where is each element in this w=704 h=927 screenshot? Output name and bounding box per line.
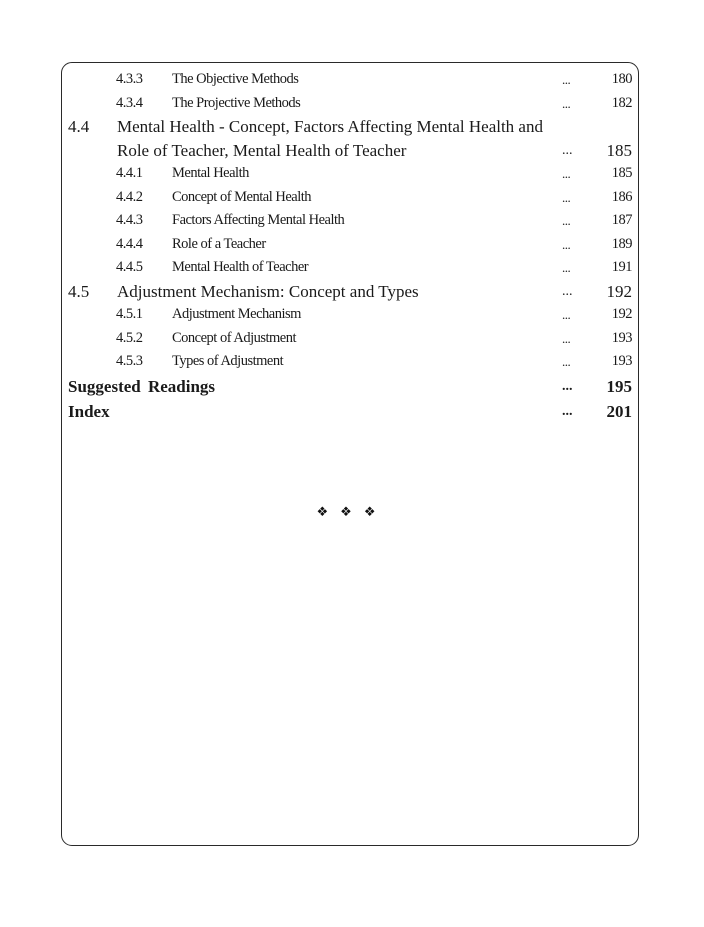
toc-entry-4-4-3[interactable] bbox=[61, 209, 639, 233]
leader-dots: ... bbox=[562, 142, 573, 158]
toc-entry-4-5-1[interactable] bbox=[61, 303, 639, 327]
entry-title: Adjustment Mechanism bbox=[172, 306, 301, 322]
leader-dots: ... bbox=[562, 95, 571, 111]
page-number: 201 bbox=[606, 401, 632, 421]
entry-number: 4.4.4 bbox=[116, 235, 143, 252]
entry-number: 4.5 bbox=[68, 281, 90, 301]
toc-entry-4-5-2[interactable] bbox=[61, 327, 639, 351]
entry-title: Types of Adjustment bbox=[172, 353, 284, 369]
leader-dots: ... bbox=[562, 213, 571, 228]
entry-number: 4.5.1 bbox=[116, 306, 143, 322]
leader-dots: ... bbox=[562, 166, 571, 181]
entry-number: 4.3.3 bbox=[116, 71, 143, 87]
page-number: 192 bbox=[611, 306, 632, 322]
page-number: 193 bbox=[611, 353, 632, 369]
toc-entry-suggested-readings[interactable] bbox=[61, 374, 639, 399]
page-number: 182 bbox=[611, 94, 632, 111]
entry-number: 4.3.4 bbox=[116, 94, 143, 111]
leader-dots: ... bbox=[562, 330, 571, 346]
entry-number: 4.4.3 bbox=[116, 212, 143, 228]
page-number: 187 bbox=[611, 212, 632, 228]
leader-dots: ... bbox=[562, 307, 571, 322]
page-number: 185 bbox=[606, 140, 632, 160]
diamond-ornament-icon: ❖❖❖ bbox=[316, 504, 388, 519]
entry-number: 4.5.2 bbox=[116, 329, 143, 346]
leader-dots: ... bbox=[562, 72, 571, 87]
entry-title: Suggested Readings bbox=[68, 376, 216, 396]
leader-dots: ... bbox=[562, 236, 571, 252]
toc-entry-4-3-4[interactable] bbox=[61, 92, 639, 116]
entry-title: The Projective Methods bbox=[172, 94, 301, 111]
entry-number: 4.4 bbox=[68, 117, 90, 136]
table-of-contents bbox=[61, 68, 639, 424]
leader-dots: ... bbox=[562, 260, 571, 275]
toc-entry-4-3-3[interactable] bbox=[61, 68, 639, 92]
entry-number: 4.4.1 bbox=[116, 165, 143, 181]
page-number: 195 bbox=[606, 376, 632, 396]
page-number: 185 bbox=[611, 165, 632, 181]
toc-entry-4-4[interactable] bbox=[61, 115, 639, 162]
entry-title: Mental Health of Teacher bbox=[172, 259, 309, 275]
toc-entry-4-4-5[interactable] bbox=[61, 256, 639, 280]
entry-title: Concept of Adjustment bbox=[172, 329, 297, 346]
toc-entry-4-4-2[interactable] bbox=[61, 186, 639, 210]
toc-entry-4-5-3[interactable] bbox=[61, 350, 639, 374]
entry-title: Adjustment Mechanism: Concept and Types bbox=[117, 281, 419, 301]
entry-title: Concept of Mental Health bbox=[172, 188, 311, 205]
page-number: 191 bbox=[611, 259, 632, 275]
page-number: 180 bbox=[611, 71, 632, 87]
leader-dots: ... bbox=[562, 283, 573, 299]
leader-dots: ... bbox=[562, 189, 571, 205]
entry-number: 4.4.5 bbox=[116, 259, 143, 275]
leader-dots: ... bbox=[562, 378, 573, 394]
entry-title: Index bbox=[68, 401, 110, 421]
entry-title: Mental Health bbox=[172, 165, 249, 181]
toc-entry-index[interactable] bbox=[61, 399, 639, 424]
page-number: 192 bbox=[606, 281, 632, 301]
leader-dots: ... bbox=[562, 354, 571, 369]
toc-entry-4-4-4[interactable] bbox=[61, 233, 639, 257]
entry-number: 4.4.2 bbox=[116, 188, 143, 205]
entry-number: 4.5.3 bbox=[116, 353, 143, 369]
page-number: 186 bbox=[611, 188, 632, 205]
entry-title: The Objective Methods bbox=[172, 71, 299, 87]
toc-entry-4-5[interactable] bbox=[61, 280, 639, 304]
leader-dots: ... bbox=[562, 403, 573, 419]
entry-title: Factors Affecting Mental Health bbox=[172, 212, 345, 228]
page-number: 193 bbox=[611, 329, 632, 346]
toc-entry-4-4-1[interactable] bbox=[61, 162, 639, 186]
entry-title: Role of a Teacher bbox=[172, 235, 266, 252]
page-number: 189 bbox=[611, 235, 632, 252]
entry-title: Mental Health - Concept, Factors Affecting Mental Health and Role of Teacher, Mental Health of Teacher bbox=[117, 117, 543, 160]
